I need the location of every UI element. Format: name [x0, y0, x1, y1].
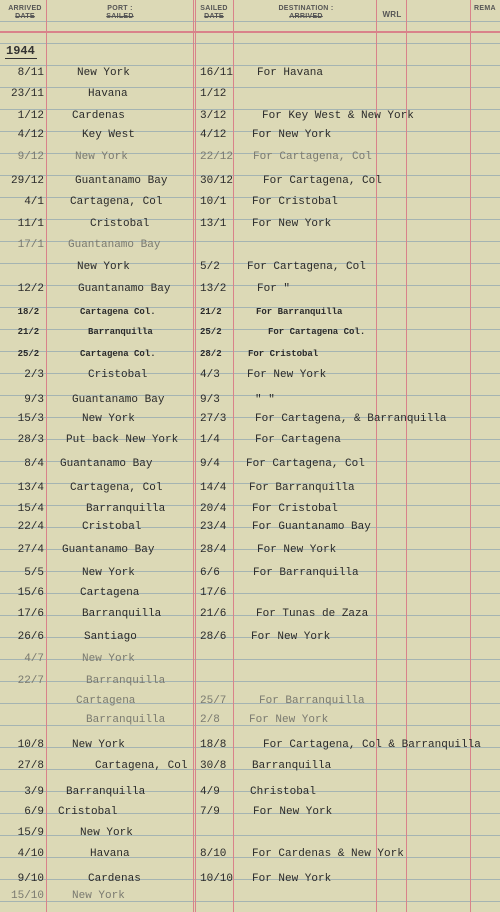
port-name: Cristobal — [90, 218, 150, 230]
header-arrived-struck: ARRIVED — [289, 13, 323, 20]
port-name: Cartagena, Col — [70, 196, 163, 208]
destination: For Cristobal — [252, 196, 338, 208]
destination: For Guantanamo Bay — [252, 521, 371, 533]
port-name: New York — [77, 67, 130, 79]
port-name: Cartagena — [80, 587, 140, 599]
arrived-date: 15/6 — [17, 587, 44, 599]
header-arrived-label: ARRIVED — [8, 5, 42, 12]
port-name: Guantanamo Bay — [78, 283, 171, 295]
port-name: Key West — [82, 129, 135, 141]
port-name: Guantanamo Bay — [68, 239, 161, 251]
port-name: Cardenas — [72, 110, 125, 122]
header-sailed-label: SAILED — [200, 5, 228, 12]
arrived-date: 25/2 — [17, 349, 40, 359]
port-name: Cartagena, Col — [70, 482, 163, 494]
destination: For Barranquilla — [253, 567, 359, 579]
port-name: New York — [72, 739, 125, 751]
port-name: Cartagena Col. — [80, 307, 156, 317]
year-underline — [5, 58, 37, 59]
arrived-date: 18/2 — [17, 307, 40, 317]
sailed-date: 7/9 — [200, 806, 220, 818]
arrived-date: 8/4 — [24, 458, 44, 470]
arrived-date: 27/8 — [17, 760, 44, 772]
sailed-date: 25/7 — [200, 695, 227, 707]
port-name: Guantanamo Bay — [62, 544, 155, 556]
sailed-date: 10/1 — [200, 196, 227, 208]
arrived-date: 9/12 — [17, 151, 44, 163]
header-sailed-struck: SAILED — [106, 13, 134, 20]
destination: Barranquilla — [252, 760, 332, 772]
sailed-date: 20/4 — [200, 503, 227, 515]
port-name: New York — [80, 827, 133, 839]
header-destination — [236, 5, 376, 21]
header-sailed-date: DATE — [204, 13, 224, 20]
port-name: New York — [75, 151, 128, 163]
arrived-date: 28/3 — [17, 434, 44, 446]
header-port — [48, 5, 192, 21]
port-name: Cristobal — [88, 369, 148, 381]
port-name: Barranquilla — [66, 786, 146, 798]
port-name: Barranquilla — [86, 503, 166, 515]
destination: For Cartagena, Col — [253, 151, 372, 163]
destination: For Cristobal — [248, 349, 319, 359]
port-name: Barranquilla — [86, 714, 166, 726]
sailed-date: 28/2 — [200, 349, 222, 359]
destination: For Cartagena, Col — [247, 261, 366, 273]
sailed-date: 30/12 — [200, 175, 234, 187]
column-rule — [233, 0, 234, 912]
destination: For Barranquilla — [256, 307, 343, 317]
arrived-date: 27/4 — [17, 544, 44, 556]
sailed-date: 4/12 — [200, 129, 227, 141]
sailed-date: 8/10 — [200, 848, 227, 860]
year-label: 1944 — [6, 44, 35, 58]
destination: For New York — [252, 218, 332, 230]
destination: For Cartagena, Col — [263, 175, 382, 187]
sailed-date: 28/4 — [200, 544, 227, 556]
sailed-date: 21/2 — [200, 307, 222, 317]
sailed-date: 28/6 — [200, 631, 227, 643]
port-name: New York — [82, 653, 135, 665]
destination: For Cartagena, Col & Barranquilla — [263, 739, 481, 751]
arrived-date: 4/12 — [17, 129, 44, 141]
destination: For Cristobal — [252, 503, 338, 515]
header-rule — [0, 31, 500, 33]
sailed-date: 23/4 — [200, 521, 227, 533]
port-name: Cartagena Col. — [80, 349, 156, 359]
destination: For Cartagena, Col — [246, 458, 365, 470]
arrived-date: 8/11 — [17, 67, 44, 79]
sailed-date: 14/4 — [200, 482, 227, 494]
column-rule — [376, 0, 377, 912]
arrived-date: 5/5 — [24, 567, 44, 579]
sailed-date: 4/3 — [200, 369, 220, 381]
sailed-date: 3/12 — [200, 110, 227, 122]
port-name: Havana — [90, 848, 130, 860]
port-name: Cristobal — [82, 521, 142, 533]
header-port-label: PORT : — [107, 5, 133, 12]
arrived-date: 23/11 — [11, 88, 45, 100]
destination: For New York — [253, 806, 333, 818]
arrived-date: 3/9 — [24, 786, 44, 798]
arrived-date: 22/4 — [17, 521, 44, 533]
arrived-date: 12/2 — [17, 283, 44, 295]
arrived-date: 2/3 — [24, 369, 44, 381]
port-name: Barranquilla — [88, 327, 153, 337]
port-name: Barranquilla — [82, 608, 162, 620]
header-destination-label: DESTINATION : — [278, 5, 334, 12]
arrived-date: 17/6 — [17, 608, 44, 620]
column-rule — [470, 0, 471, 912]
column-rule — [193, 0, 196, 912]
arrived-date: 26/6 — [17, 631, 44, 643]
arrived-date: 15/10 — [11, 890, 45, 902]
arrived-date: 13/4 — [17, 482, 44, 494]
sailed-date: 5/2 — [200, 261, 220, 273]
sailed-date: 16/11 — [200, 67, 234, 79]
destination: For Barranquilla — [249, 482, 355, 494]
destination: For Cartagena, & Barranquilla — [255, 413, 447, 425]
sailed-date: 6/6 — [200, 567, 220, 579]
arrived-date: 22/7 — [17, 675, 44, 687]
sailed-date: 30/8 — [200, 760, 227, 772]
arrived-date: 1/12 — [17, 110, 44, 122]
sailed-date: 4/9 — [200, 786, 220, 798]
destination: For Cartagena Col. — [268, 327, 366, 337]
sailed-date: 2/8 — [200, 714, 220, 726]
port-name: Barranquilla — [86, 675, 166, 687]
destination: For New York — [252, 129, 332, 141]
sailed-date: 21/6 — [200, 608, 227, 620]
sailed-date: 9/4 — [200, 458, 220, 470]
sailed-date: 13/1 — [200, 218, 227, 230]
arrived-date: 10/8 — [17, 739, 44, 751]
destination: For New York — [257, 544, 337, 556]
port-name: Cristobal — [58, 806, 118, 818]
arrived-date: 15/3 — [17, 413, 44, 425]
sailed-date: 27/3 — [200, 413, 227, 425]
port-name: Guantanamo Bay — [72, 394, 165, 406]
destination: For New York — [252, 873, 332, 885]
arrived-date: 9/3 — [24, 394, 44, 406]
header-wrl: WRL — [382, 10, 402, 19]
destination: " " — [255, 394, 275, 406]
destination: For Barranquilla — [259, 695, 365, 707]
arrived-date: 4/7 — [24, 653, 44, 665]
arrived-date: 9/10 — [17, 873, 44, 885]
sailed-date: 22/12 — [200, 151, 234, 163]
port-name: New York — [82, 567, 135, 579]
arrived-date: 15/4 — [17, 503, 44, 515]
header-sailed — [196, 5, 232, 21]
port-name: New York — [77, 261, 130, 273]
destination: For " — [257, 283, 291, 295]
port-name: Havana — [88, 88, 128, 100]
arrived-date: 29/12 — [11, 175, 45, 187]
sailed-date: 18/8 — [200, 739, 227, 751]
sailed-date: 1/12 — [200, 88, 227, 100]
destination: For Cardenas & New York — [252, 848, 404, 860]
header-arrived — [6, 5, 44, 21]
port-name: Santiago — [84, 631, 137, 643]
arrived-date: 11/1 — [17, 218, 44, 230]
destination: Christobal — [250, 786, 317, 798]
sailed-date: 25/2 — [200, 327, 222, 337]
port-name: Guantanamo Bay — [60, 458, 153, 470]
destination: For New York — [247, 369, 327, 381]
arrived-date: 17/1 — [17, 239, 44, 251]
destination: For Tunas de Zaza — [256, 608, 369, 620]
arrived-date: 4/1 — [24, 196, 44, 208]
port-name: Put back New York — [66, 434, 179, 446]
destination: For New York — [249, 714, 329, 726]
header-remarks: REMA — [474, 5, 496, 12]
arrived-date: 15/9 — [17, 827, 44, 839]
arrived-date: 6/9 — [24, 806, 44, 818]
header-date-label: DATE — [15, 13, 35, 20]
port-name: New York — [72, 890, 125, 902]
arrived-date: 4/10 — [17, 848, 44, 860]
column-rule — [406, 0, 407, 912]
destination: For New York — [251, 631, 331, 643]
port-name: Cartagena — [76, 695, 136, 707]
destination: For Key West & New York — [262, 110, 414, 122]
sailed-date: 10/10 — [200, 873, 234, 885]
port-name: Cartagena, Col — [95, 760, 188, 772]
port-name: Guantanamo Bay — [75, 175, 168, 187]
destination: For Cartagena — [255, 434, 341, 446]
destination: For Havana — [257, 67, 324, 79]
sailed-date: 1/4 — [200, 434, 220, 446]
sailed-date: 13/2 — [200, 283, 227, 295]
arrived-date: 21/2 — [17, 327, 40, 337]
sailed-date: 9/3 — [200, 394, 220, 406]
sailed-date: 17/6 — [200, 587, 227, 599]
port-name: New York — [82, 413, 135, 425]
column-rule — [46, 0, 47, 912]
port-name: Cardenas — [88, 873, 141, 885]
